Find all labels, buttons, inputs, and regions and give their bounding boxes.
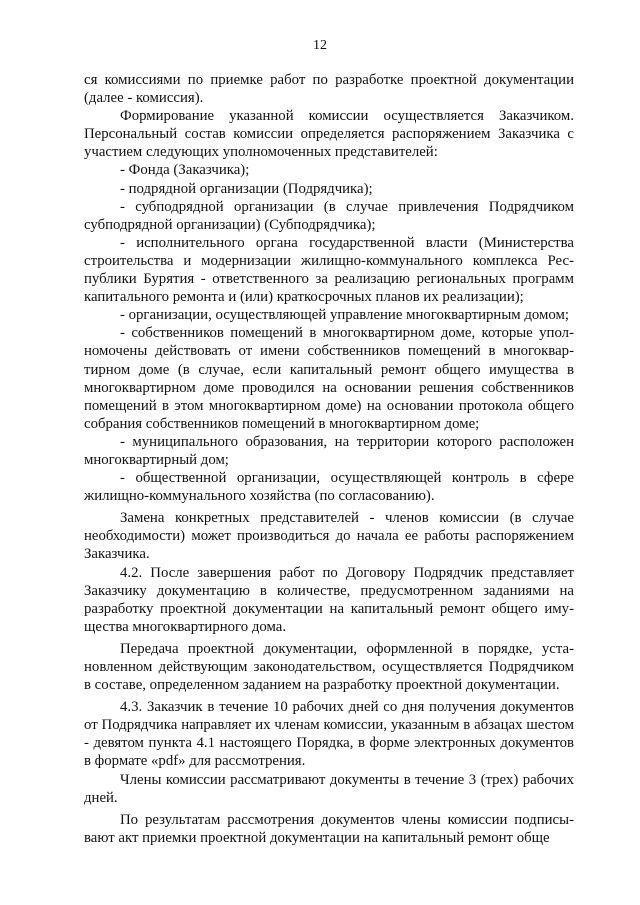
list-item-contractor: - подрядной организации (Подрядчика); <box>120 180 373 197</box>
paragraph-clause-4-2: 4.2. После завершения работ по Договору Подрядчик представляет Заказчику документацию в количестве, предусмотренном заданиями на разработку проектной документации на капитальный ремонт общего имущества многоквартирного дома. <box>84 564 574 635</box>
document-body <box>84 71 574 847</box>
paragraph-review-result: По результатам рассмотрения документов члены комиссии подписывают акт приемки проектной документации на капитальный ремонт обще <box>84 811 574 846</box>
paragraph-clause-4-3: 4.3. Заказчик в течение 10 рабочих дней со дня получения документов от Подрядчика направляет их членам комиссии, указанным в абзацах шестом - девятом пункта 4.1 настоящего Порядка, в форме электронных документов в формате «pdf» для рассмотрения. <box>84 699 574 770</box>
page-number: 12 <box>313 38 327 53</box>
paragraph-transfer: Передача проектной документации, оформленной в порядке, установленном действующим законодательством, осуществляется Подрядчиком в составе, определенном заданием на разработку проектной документации. <box>84 640 574 694</box>
list-item-management-org: - организации, осуществляющей управление многоквартирным домом; <box>120 307 569 324</box>
list-item-fund: - Фонда (Заказчика); <box>120 162 250 179</box>
list-item-public-org: - общественной организации, осуществляющей контроль в сфере жилищно-коммунального хозяйства (по согласованию). <box>84 470 574 505</box>
list-item-executive-body: - исполнительного органа государственной власти (Министерства строительства и модернизации жилищно-коммунального комплекса Республики Бурятия - ответственного за реализацию региональных программ капитального ремонта и (или) краткосрочных планов их реализации); <box>84 234 574 306</box>
list-item-municipality: - муниципального образования, на территории которого расположен многоквартирный дом; <box>84 433 574 468</box>
paragraph-continuation: ся комиссиями по приемке работ по разработке проектной документации (далее - комиссия). <box>84 72 574 107</box>
paragraph-review-term: Члены комиссии рассматривают документы в течение 3 (трех) рабочих дней. <box>84 771 574 806</box>
paragraph-commission-formation: Формирование указанной комиссии осуществляется Заказчиком. Персональный состав комиссии определяется распоряжением Заказчика с участием следующих уполномоченных представителей: <box>84 108 574 161</box>
list-item-owners: - собственников помещений в многоквартирном доме, которые уполномочены действовать от имени собственников помещений в многоквартирном доме (в случае, если капитальный ремонт общего имущества в многоквартирном доме проводился на основании решения собственников помещений в этом многоквартирном доме) на основании протокола общего собрания собственников помещений в многоквартирном доме; <box>84 325 574 432</box>
list-item-subcontractor: - субподрядной организации (в случае привлечения Подрядчиком субподрядной организации) (Субподрядчика); <box>84 198 574 233</box>
paragraph-replacement: Замена конкретных представителей - членов комиссии (в случае необходимости) может производиться до начала ее работы распоряжением Заказчика. <box>84 510 574 563</box>
